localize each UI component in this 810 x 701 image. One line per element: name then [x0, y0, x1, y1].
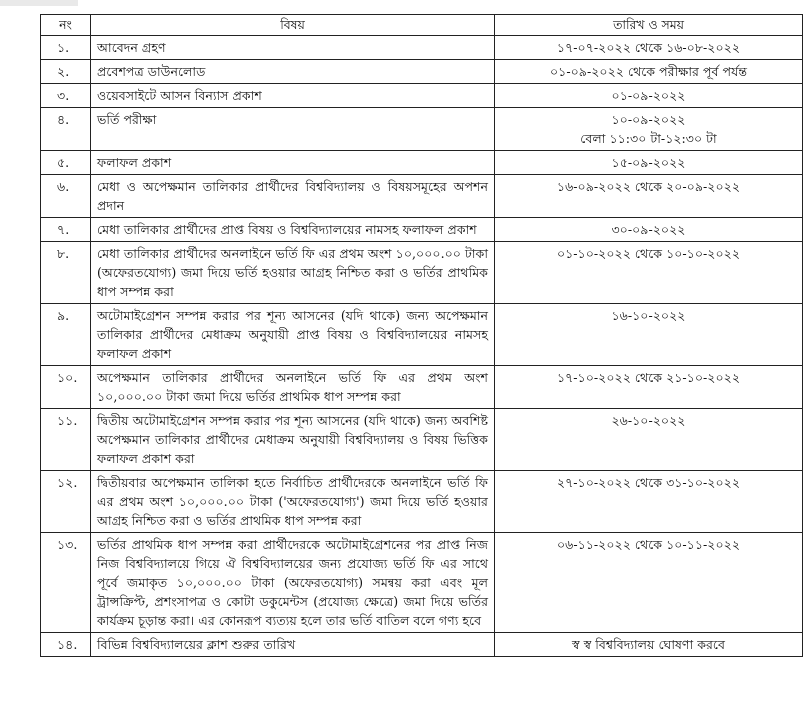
row-date: [495, 366, 803, 409]
row-subject: অপেক্ষমান তালিকার প্রার্থীদের অনলাইনে ভর্তি ফি এর প্রথম অংশ ১০,০০০.০০ টাকা জমা দিয়ে ভর্তির প্রাথমিক ধাপ সম্পন্ন করা: [91, 366, 495, 409]
row-date-text: স্ব স্ব বিশ্ববিদ্যালয় ঘোষণা করবে: [571, 637, 726, 652]
row-date: [495, 108, 803, 151]
table-row: [41, 633, 803, 657]
row-date: [495, 409, 803, 471]
table-row: [41, 151, 803, 175]
table-row: [41, 366, 803, 409]
row-number: ৫.: [41, 151, 91, 175]
row-number: ১৪.: [41, 633, 91, 657]
row-number: ১০.: [41, 366, 91, 409]
table-row: [41, 218, 803, 242]
row-number: ৯.: [41, 304, 91, 366]
header-no: নং: [41, 15, 91, 36]
row-number: ৮.: [41, 242, 91, 304]
row-subject: অটোমাইগ্রেশন সম্পন্ন করার পর শূন্য আসনের (যদি থাকে) জন্য অপেক্ষমান তালিকার প্রার্থীদের মেধাক্রম অনুযায়ী প্রাপ্ত বিষয় ও বিশ্ববিদ্যালয়ের নামসহ ফলাফল প্রকাশ: [91, 304, 495, 366]
table-header-row: [41, 15, 803, 36]
row-number: ৩.: [41, 84, 91, 108]
table-row: [41, 304, 803, 366]
row-subject: বিভিন্ন বিশ্ববিদ্যালয়ের ক্লাশ শুরুর তারিখ: [91, 633, 495, 657]
table-row: [41, 533, 803, 633]
row-time-text: বেলা ১১:৩০ টা-১২:৩০ টা: [580, 131, 717, 146]
row-date-text: ১৬-১০-২০২২: [611, 308, 686, 323]
row-date: [495, 60, 803, 84]
row-date-text: ১৭-০৭-২০২২ থেকে ১৬-০৮-২০২২: [556, 40, 741, 55]
table-row: [41, 471, 803, 533]
table-row: [41, 175, 803, 218]
table-row: [41, 108, 803, 151]
row-date-text: ২৬-১০-২০২২: [611, 413, 686, 428]
row-number: ২.: [41, 60, 91, 84]
row-number: ১.: [41, 36, 91, 60]
row-date: [495, 151, 803, 175]
row-subject: প্রবেশপত্র ডাউনলোড: [91, 60, 495, 84]
table-row: [41, 36, 803, 60]
header-datetime: তারিখ ও সময়: [495, 15, 803, 36]
table-row: [41, 60, 803, 84]
row-date: [495, 218, 803, 242]
schedule-table: [40, 14, 803, 657]
table-row: [41, 84, 803, 108]
row-subject: মেধা তালিকার প্রার্থীদের অনলাইনে ভর্তি ফি এর প্রথম অংশ ১০,০০০.০০ টাকা (অফেরতযোগ্য) জমা দিয়ে ভর্তি হওয়ার আগ্রহ নিশ্চিত করা ও ভর্তির প্রাথমিক ধাপ সম্পন্ন করা: [91, 242, 495, 304]
row-date-text: ১৫-০৯-২০২২: [611, 155, 686, 170]
row-number: ৬.: [41, 175, 91, 218]
row-subject: দ্বিতীয়বার অপেক্ষমান তালিকা হতে নির্বাচিত প্রার্থীদেরকে অনলাইনে ভর্তি ফি এর প্রথম অংশ ১০,০০০.০০ টাকা ('অফেরতযোগ্য') জমা দিয়ে ভর্তি হওয়ার আগ্রহ নিশ্চিত করা ও ভর্তির প্রাথমিক ধাপ সম্পন্ন করা: [91, 471, 495, 533]
row-date-text: ০১-০৯-২০২২ থেকে পরীক্ষার পূর্ব পর্যন্ত: [549, 64, 748, 79]
row-number: ৪.: [41, 108, 91, 151]
row-date: [495, 175, 803, 218]
row-date-text: ০১-০৯-২০২২: [611, 88, 686, 103]
row-subject: মেধা ও অপেক্ষমান তালিকার প্রার্থীদের বিশ্ববিদ্যালয় ও বিষয়সমূহের অপশন প্রদান: [91, 175, 495, 218]
row-date: [495, 533, 803, 633]
row-date-text: ১৭-১০-২০২২ থেকে ২১-১০-২০২২: [556, 370, 741, 385]
row-date: [495, 471, 803, 533]
row-subject: আবেদন গ্রহণ: [91, 36, 495, 60]
row-date: [495, 36, 803, 60]
row-date: [495, 304, 803, 366]
row-date: [495, 242, 803, 304]
row-number: ১২.: [41, 471, 91, 533]
row-date-text: ২৭-১০-২০২২ থেকে ৩১-১০-২০২২: [556, 475, 741, 490]
row-subject: ফলাফল প্রকাশ: [91, 151, 495, 175]
row-date: [495, 84, 803, 108]
row-subject: মেধা তালিকার প্রার্থীদের প্রাপ্ত বিষয় ও বিশ্ববিদ্যালয়ের নামসহ ফলাফল প্রকাশ: [91, 218, 495, 242]
admission-schedule: [40, 14, 802, 657]
row-subject: ভর্তি পরীক্ষা: [91, 108, 495, 151]
row-number: ১১.: [41, 409, 91, 471]
row-subject: দ্বিতীয় অটোমাইগ্রেশন সম্পন্ন করার পর শূন্য আসনের (যদি থাকে) জন্য অবশিষ্ট অপেক্ষমান তালিকার প্রার্থীদের মেধাক্রম অনুযায়ী বিশ্ববিদ্যালয় ও বিষয় ভিত্তিক ফলাফল প্রকাশ করা: [91, 409, 495, 471]
row-number: ৭.: [41, 218, 91, 242]
row-date-text: ৩০-০৯-২০২২: [611, 222, 686, 237]
table-row: [41, 242, 803, 304]
row-subject: ভর্তির প্রাথমিক ধাপ সম্পন্ন করা প্রার্থীদেরকে অটোমাইগ্রেশনের পর প্রাপ্ত নিজ নিজ বিশ্ববিদ্যালয়ে গিয়ে ঐ বিশ্ববিদ্যালয়ের জন্য প্রযোজ্য ভর্তি ফি এর সাথে পূর্বে জমাকৃত ১০,০০০.০০ টাকা (অফেরতযোগ্য) সমন্বয় করা এবং মূল ট্রান্সক্রিপ্ট, প্রশংসাপত্র ও কোটা ডকুমেন্টস (প্রযোজ্য ক্ষেত্রে) জমা দিয়ে ভর্তির কার্যক্রম চূড়ান্ত করা। এর কোনরূপ ব্যত্যয় হলে তার ভর্তি বাতিল বলে গণ্য হবে: [91, 533, 495, 633]
scan-artifact: [0, 0, 78, 6]
row-date: [495, 633, 803, 657]
row-date-text: ১৬-০৯-২০২২ থেকে ২০-০৯-২০২২: [556, 179, 741, 194]
row-date-text: ০১-১০-২০২২ থেকে ১০-১০-২০২২: [556, 246, 741, 261]
table-row: [41, 409, 803, 471]
row-date-text: ০৬-১১-২০২২ থেকে ১০-১১-২০২২: [556, 537, 741, 552]
row-number: ১৩.: [41, 533, 91, 633]
header-subject: বিষয়: [91, 15, 495, 36]
row-subject: ওয়েবসাইটে আসন বিন্যাস প্রকাশ: [91, 84, 495, 108]
row-date-text: ১০-০৯-২০২২: [611, 112, 686, 127]
